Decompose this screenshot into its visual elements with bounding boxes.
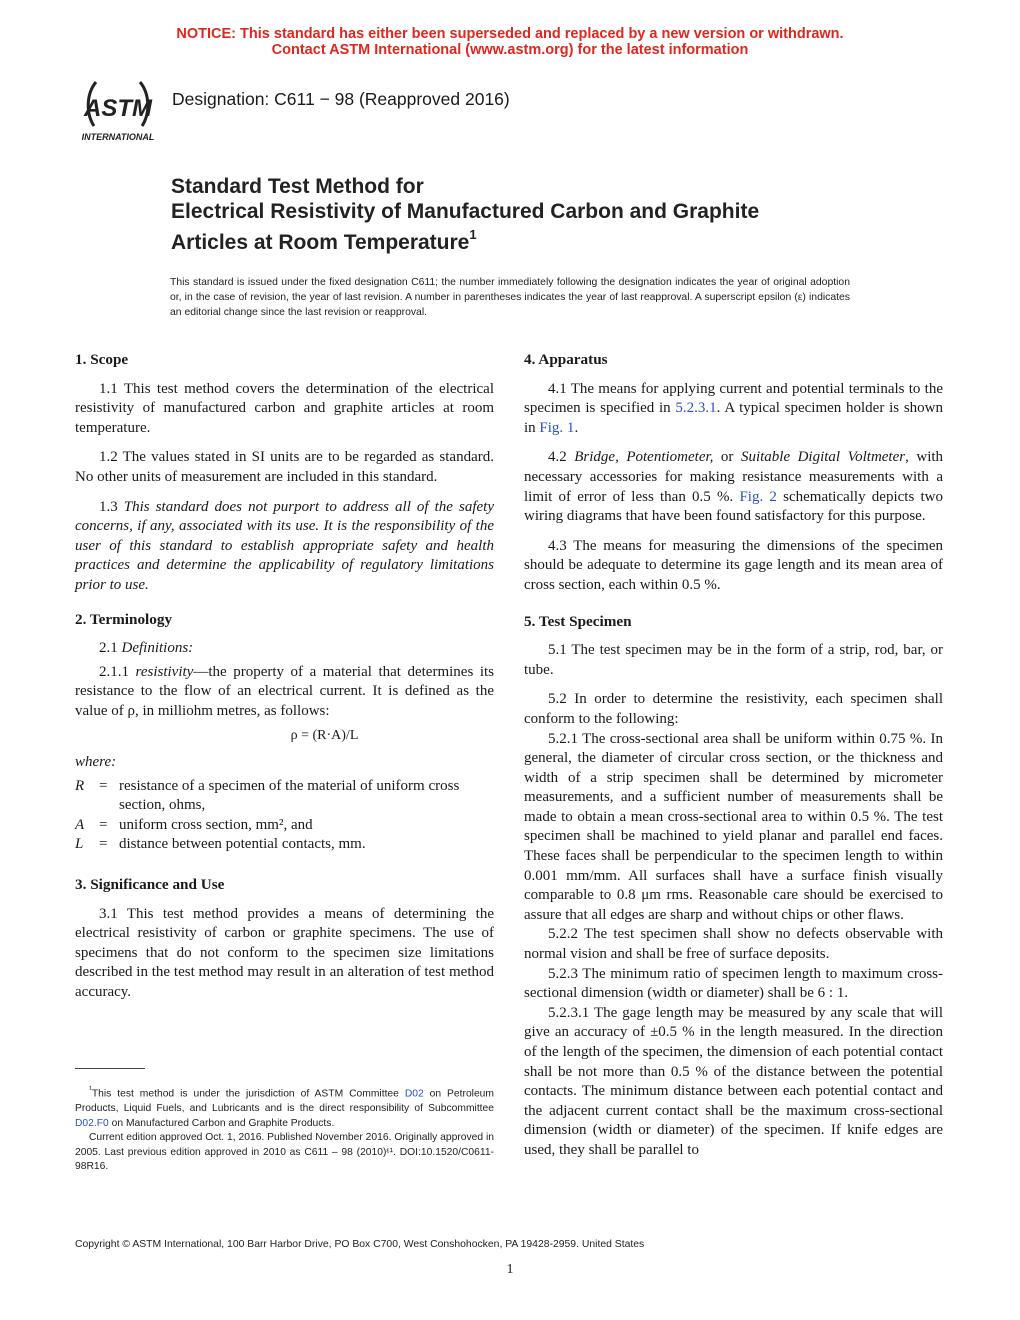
- astm-logo: [76, 74, 160, 146]
- footnote-paragraph-1: $^{^1}$This test method is under the jurisdiction of ASTM Committee D02 on Petroleum Products, Liquid Fuels, and Lubricants and is the direct responsibility of Subcommittee D02.F0 on Manufactured Carbon and Graphite Products.: [75, 1084, 494, 1129]
- title-line-1: Standard Test Method for: [171, 175, 424, 198]
- paragraph-1-1: 1.1 This test method covers the determination of the electrical resistivity of manufactured carbon and graphite articles at room temperature.: [75, 380, 494, 436]
- logo-international-label: INTERNATIONAL: [81, 132, 155, 142]
- section-heading-test-specimen: 5. Test Specimen: [524, 612, 632, 630]
- paragraph-5-1: 5.1 The test specimen may be in the form of a strip, rod, bar, or tube.: [524, 642, 943, 678]
- paragraph-1-3: 1.3 This standard does not purport to address all of the safety concerns, if any, associated with its use. It is the responsibility of the user of this standard to establish appropriate safety and health practices and determine the applicability of regulatory limitations prior to use.: [75, 498, 494, 593]
- definition-row: L = distance between potential contacts, mm.: [75, 836, 366, 853]
- astm-logo-icon: [76, 74, 160, 146]
- paragraph-4-1: 4.1 The means for applying current and potential terminals to the specimen is specified in 5.2.3.1. A typical specimen holder is shown in Fig. 1.: [524, 380, 943, 436]
- figure-1-link[interactable]: Fig. 1: [539, 419, 575, 436]
- title-line-3: Articles at Room Temperature$^1$: [171, 227, 477, 254]
- section-heading-scope: 1. Scope: [75, 351, 129, 368]
- section-link-5-2-3-1[interactable]: 5.2.3.1: [675, 400, 717, 417]
- committee-d02-link[interactable]: D02: [404, 1088, 424, 1100]
- definition-row: A = uniform cross section, mm², and: [75, 816, 313, 833]
- paragraph-5-2-1: 5.2.1 The cross-sectional area shall be uniform within 0.75 %. In general, the diameter of circular cross section, or the thickness and width of a strip specimen shall be determined by micrometer measurements, and a sufficient number of measurements shall be made to obtain a mean cross-sectional area to within 0.5 %. The test specimen shall be machined to yield planar and parallel end faces. These faces shall be perpendicular to the specimen length to within 0.001 mm/mm. All surfaces shall have a surface finish visually comparable to 0.8 μm rms. Reasonable care should be exercised to assure that all edges are sharp and without chips or other flaws.: [524, 730, 943, 923]
- section-heading-significance: 3. Significance and Use: [75, 876, 225, 894]
- withdrawal-notice: [0, 26, 1020, 58]
- where-label: where:: [75, 754, 117, 771]
- notice-line-2: Contact ASTM International (www.astm.org) for the latest information: [271, 42, 749, 58]
- paragraph-1-2: 1.2 The values stated in SI units are to be regarded as standard. No other units of measurement are included in this standard.: [75, 449, 494, 485]
- footnote-divider: [75, 1068, 145, 1069]
- title-line-2: Electrical Resistivity of Manufactured Carbon and Graphite: [171, 200, 760, 223]
- paragraph-4-3: 4.3 The means for measuring the dimensions of the specimen should be adequate to determine its gage length and its mean area of cross section, each within 0.5 %.: [524, 537, 943, 593]
- document-title: [171, 174, 759, 255]
- paragraph-4-2: 4.2 Bridge, Potentiometer, or Suitable Digital Voltmeter, with necessary accessories for making resistance measurements with a limit of error of less than 0.5 %. Fig. 2 schematically depicts two wiring diagrams that have been found satisfactory for this purpose.: [524, 449, 944, 525]
- footnote: [75, 1082, 494, 1175]
- page-number: 1: [506, 1262, 514, 1277]
- copyright-line: Copyright © ASTM International, 100 Barr Harbor Drive, PO Box C700, West Conshohocken, PA 19428-2959. United States: [75, 1239, 645, 1250]
- notice-line-1: NOTICE: This standard has either been superseded and replaced by a new version or withdrawn.: [176, 26, 844, 42]
- section-heading-apparatus: 4. Apparatus: [524, 351, 608, 368]
- figure-2-link[interactable]: Fig. 2: [739, 488, 777, 505]
- subcommittee-d02-f0-link[interactable]: D02.F0: [75, 1117, 109, 1129]
- title-footnote-mark[interactable]: 1: [469, 227, 477, 242]
- designation: Designation: C611 − 98 (Reapproved 2016): [172, 89, 510, 109]
- paragraph-2-1: 2.1 Definitions:: [99, 640, 194, 657]
- definition-row: R = resistance of a specimen of the material of uniform cross section, ohms,: [75, 777, 460, 814]
- right-column: [524, 350, 943, 1161]
- footnote-paragraph-2: Current edition approved Oct. 1, 2016. Published November 2016. Originally approved in 2005. Last previous edition approved in 2010 as C611 – 98 (2010)ᵋ¹. DOI:10.1520/C0611-98R16.: [75, 1132, 494, 1173]
- issuance-statement: This standard is issued under the fixed designation C611; the number immediately following the designation indicates the year of original adoption or, in the case of revision, the year of last revision. A number in parentheses indicates the year of last reapproval. A superscript epsilon (ε) indicates an editorial change since the last revision or reapproval.: [170, 277, 850, 318]
- paragraph-5-2: 5.2 In order to determine the resistivity, each specimen shall conform to the following:: [524, 691, 943, 727]
- definition-list: [75, 777, 494, 855]
- resistivity-formula: ρ = (R·A)/L: [290, 727, 359, 743]
- left-column: [75, 350, 494, 1013]
- paragraph-5-2-2: 5.2.2 The test specimen shall show no defects observable with normal vision and shall be free of surface deposits.: [524, 926, 943, 963]
- paragraph-5-2-3-1: 5.2.3.1 The gage length may be measured by any scale that will give an accuracy of ±0.5 % in the length measured. In the direction of the length of the specimen, the dimension of each potential contact shall be not more than 0.5 % of the distance between the potential contacts. The minimum distance between each potential contact and the adjacent current contact shall be the maximum cross-sectional dimension (width or diameter) of the specimen. If knife edges are used, they shall be parallel to: [524, 1004, 943, 1158]
- paragraph-2-1-1: 2.1.1 resistivity—the property of a material that determines its resistance to the flow of an electrical current. It is defined as the value of ρ, in milliohm metres, as follows:: [75, 663, 495, 719]
- paragraph-3-1: 3.1 This test method provides a means of determining the electrical resistivity of carbon or graphite specimens. The use of specimens that do not conform to the specimen size limitations described in the test method may result in an alteration of test method accuracy.: [75, 905, 494, 1001]
- paragraph-5-2-3: 5.2.3 The minimum ratio of specimen length to maximum cross-sectional dimension (width or diameter) shall be 6 : 1.: [524, 965, 943, 1002]
- section-heading-terminology: 2. Terminology: [75, 610, 173, 628]
- logo-letters: ASTM: [84, 95, 152, 122]
